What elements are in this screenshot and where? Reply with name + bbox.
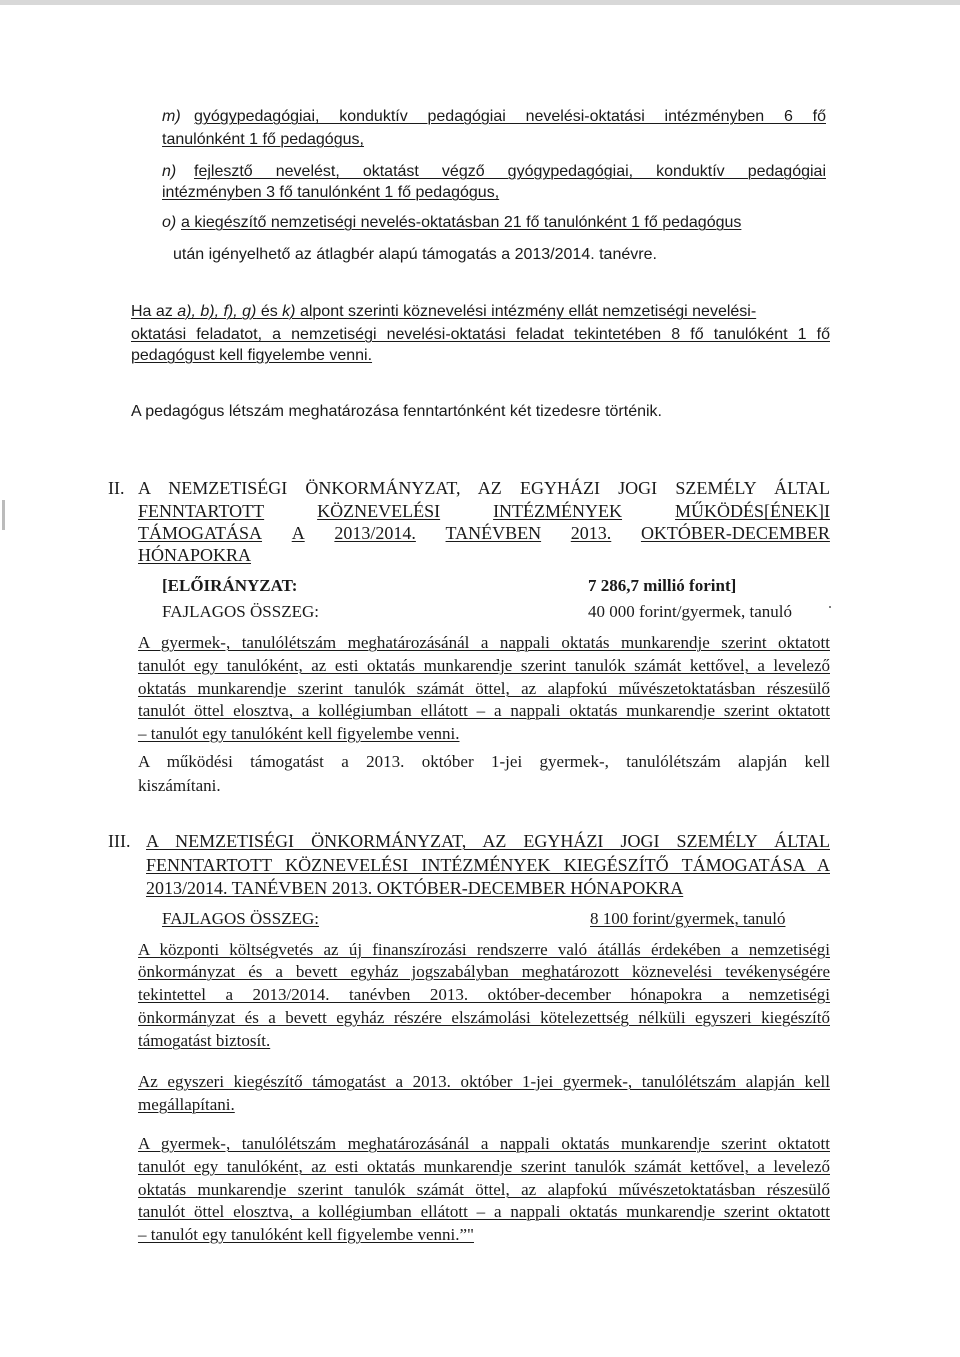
list-item-n-line1: fejlesztő nevelést, oktatást végző gyógypedagógiai, konduktív pedagógiai xyxy=(194,163,826,180)
section2-eloiranyzat-value: 7 286,7 millió forint] xyxy=(588,576,737,595)
section3-p1-line2: önkormányzat és a bevett egyház jogszabályban meghatározott köznevelési tevékenységére xyxy=(138,962,830,981)
section2-number: II. xyxy=(108,478,125,498)
section3-number: III. xyxy=(108,831,131,851)
section2-heading-line3: TÁMOGATÁSA A 2013/2014. TANÉVBEN 2013. OKTÓBER-DECEMBER xyxy=(138,523,830,543)
list-item-o-line2: után igényelhető az átlagbér alapú támogatás a 2013/2014. tanévre. xyxy=(173,246,657,263)
section2-p2-line1: A működési támogatást a 2013. október 1-jei gyermek-, tanulólétszám alapján kell xyxy=(138,752,830,771)
section2-heading-line4: HÓNAPOKRA xyxy=(138,545,252,565)
section2-p1-line2: tanulót egy tanulóként, az esti oktatás munkarendje szerint tanulók számát kettővel, a levelező xyxy=(138,656,830,675)
section3-p3-line1: A gyermek-, tanulólétszám meghatározásánál a nappali oktatás munkarendje szerint oktatott xyxy=(138,1134,830,1153)
section3-heading-line2: FENNTARTOTT KÖZNEVELÉSI INTÉZMÉNYEK KIEGÉSZÍTŐ TÁMOGATÁSA A xyxy=(146,855,830,875)
section2-fajlagos-value: 40 000 forint/gyermek, tanuló xyxy=(588,602,792,621)
section3-p1-line3: tekintettel a 2013/2014. tanévben 2013. október-december hónapokra a nemzetiségi xyxy=(138,985,830,1004)
list-item-m-line2: tanulónként 1 fő pedagógus, xyxy=(162,131,364,148)
list-item-n-line2: intézményben 3 fő tanulónként 1 fő pedagógus, xyxy=(162,184,500,201)
para-ha-line3: pedagógust kell figyelembe venni. xyxy=(131,347,373,364)
scan-top-border xyxy=(0,0,960,5)
section3-p3-line3: oktatás munkarendje szerint tanulók számát öttel, az alapfokú művészetoktatásban részesülő xyxy=(138,1180,830,1199)
list-item-o-letter: o) xyxy=(162,214,177,231)
scan-margin-mark xyxy=(2,500,5,530)
section3-fajlagos-value: 8 100 forint/gyermek, tanuló xyxy=(590,909,786,928)
section2-p1-line1: A gyermek-, tanulólétszám meghatározásánál a nappali oktatás munkarendje szerint oktatott xyxy=(138,633,830,652)
section2-p1-line5: – tanulót egy tanulóként kell figyelembe venni. xyxy=(138,724,460,743)
para-ha-line1: Ha az a), b), f), g) és k) alpont szerinti köznevelési intézmény ellát nemzetiségi nevelési- xyxy=(131,303,757,320)
para-ha-line2: oktatási feladatot, a nemzetiségi nevelési-oktatási feladat tekintetében 8 fő tanulóként 1 fő xyxy=(131,326,830,343)
para-letszam: A pedagógus létszám meghatározása fenntartónként két tizedesre történik. xyxy=(131,403,662,420)
section3-p1-line4: önkormányzat és a bevett egyház részére elszámolási kötelezettség nélküli egyszeri kiegészítő xyxy=(138,1008,830,1027)
list-item-m-letter: m) xyxy=(162,108,181,125)
section3-p2-line1: Az egyszeri kiegészítő támogatást a 2013. október 1-jei gyermek-, tanulólétszám alapján kell xyxy=(138,1072,830,1091)
section2-heading-line2: FENNTARTOTT KÖZNEVELÉSI INTÉZMÉNYEK MŰKÖDÉS[ÉNEK]I xyxy=(138,501,830,521)
section3-fajlagos-label: FAJLAGOS ÖSSZEG: xyxy=(162,909,319,928)
section2-fajlagos-label: FAJLAGOS ÖSSZEG: xyxy=(162,602,319,621)
section2-p2-line2: kiszámítani. xyxy=(138,776,221,795)
section3-p3-line5: – tanulót egy tanulóként kell figyelembe venni.”" xyxy=(138,1225,474,1244)
section3-p1-line5: támogatást biztosít. xyxy=(138,1031,271,1050)
section3-p2-line2: megállapítani. xyxy=(138,1095,235,1114)
section2-heading-line1: A NEMZETISÉGI ÖNKORMÁNYZAT, AZ EGYHÁZI JOGI SZEMÉLY ÁLTAL xyxy=(138,478,830,498)
list-item-m-line1: gyógypedagógiai, konduktív pedagógiai nevelési-oktatási intézményben 6 fő xyxy=(194,108,826,125)
section3-heading-line1: A NEMZETISÉGI ÖNKORMÁNYZAT, AZ EGYHÁZI JOGI SZEMÉLY ÁLTAL xyxy=(146,831,830,851)
section2-p1-line3: oktatás munkarendje szerint tanulók számát öttel, az alapfokú művészetoktatásban részesülő xyxy=(138,679,830,698)
section3-p3-line4: tanulót öttel elosztva, a kollégiumban ellátott – a nappali oktatás munkarendje szerint oktatott xyxy=(138,1202,830,1221)
section2-p1-line4: tanulót öttel elosztva, a kollégiumban ellátott – a nappali oktatás munkarendje szerint oktatott xyxy=(138,701,830,720)
list-item-o-line1: a kiegészítő nemzetiségi nevelés-oktatásban 21 fő tanulónként 1 fő pedagógus xyxy=(181,214,742,231)
scan-speck xyxy=(829,606,831,608)
list-item-n-letter: n) xyxy=(162,163,177,180)
section2-eloiranyzat-label: [ELŐIRÁNYZAT: xyxy=(162,576,298,595)
section3-p3-line2: tanulót egy tanulóként, az esti oktatás munkarendje szerint tanulók számát kettővel, a levelező xyxy=(138,1157,830,1176)
section3-p1-line1: A központi költségvetés az új finanszírozási rendszerre való átállás érdekében a nemzetiségi xyxy=(138,940,830,959)
section3-heading-line3: 2013/2014. TANÉVBEN 2013. OKTÓBER-DECEMBER HÓNAPOKRA xyxy=(146,878,684,898)
